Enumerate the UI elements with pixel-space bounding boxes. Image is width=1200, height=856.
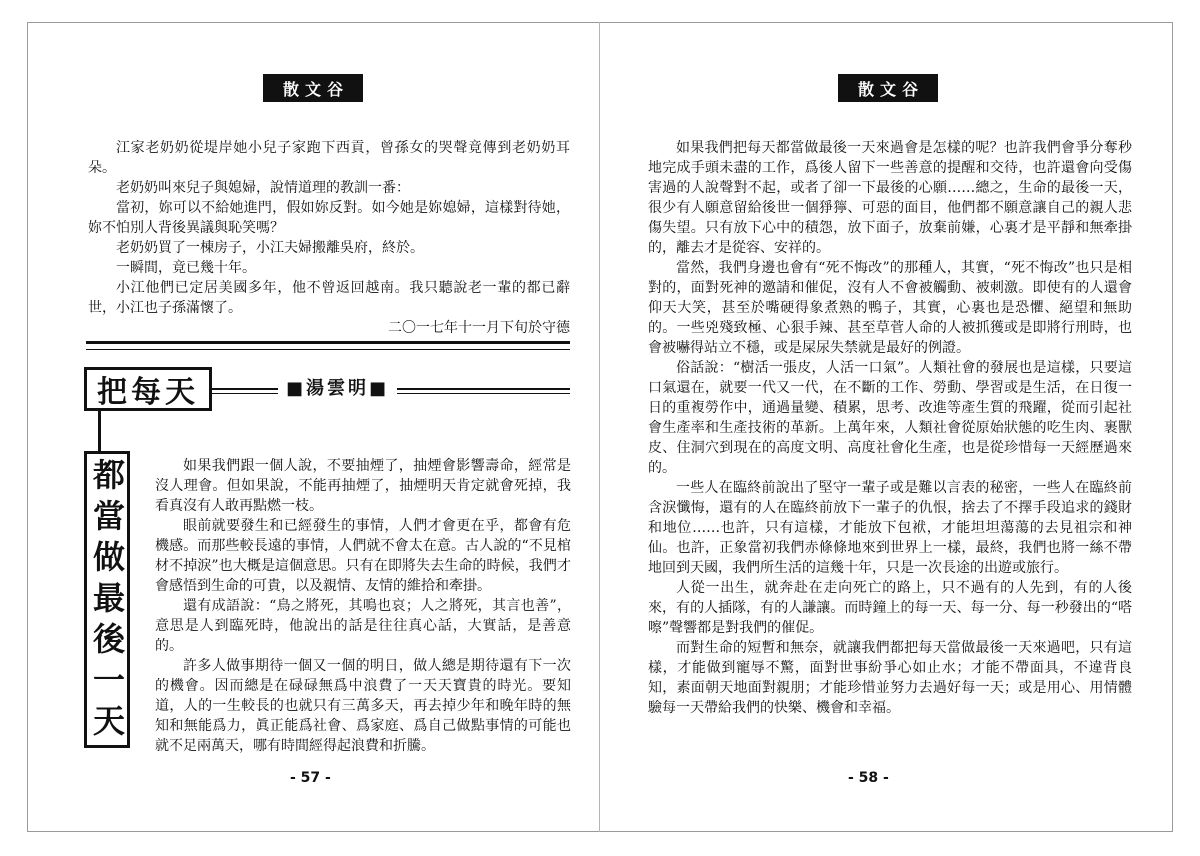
left-page <box>28 22 599 832</box>
signature-date: 二〇一七年十一月下旬於守德 <box>388 320 570 336</box>
essay-paragraph: 當然，我們身邊也會有“死不悔改”的那種人，其實，“死不悔改”也只是相對的，面對死神的邀請和催促，沒有人不會被觸動、被刺激。即使有的人還會仰天大笑，甚至於嘴硬得象煮熟的鴨子，其實，心裏也是恐懼、絕望和無助的。一些兇殘致極、心狠手辣、甚至草菅人命的人被抓獲或是即將行刑時，也會被嚇得站立不穩，或是屎尿失禁就是最好的例證。 <box>648 260 1132 356</box>
essay-paragraph: 而對生命的短暫和無奈，就讓我們都把每天當做最後一天來過吧，只有這樣，才能做到寵辱不驚，面對世事紛爭心如止水；才能不帶面具，不違背良知，素面朝天地面對親朋；才能珍惜並努力去過好每一天；或是用心、用情體驗每一天帶給我們的快樂、機會和幸福。 <box>648 640 1132 716</box>
story-paragraph: 老奶奶買了一棟房子，小江夫婦搬離吳府，終於。 <box>116 240 424 256</box>
essay-paragraph: 還有成語說：“鳥之將死，其鳴也哀；人之將死，其言也善”，意思是人到臨死時，他說出的話是往往真心話，大實話，是善意的。 <box>155 598 571 654</box>
essay-body-continued <box>648 138 1132 718</box>
essay-title-horizontal: 把每天 <box>84 367 212 411</box>
essay-paragraph: 眼前就要發生和已經發生的事情，人們才會更在乎，都會有危機感。而那些較長遠的事情，人們就不會太在意。古人說的“不見棺材不掉淚”也大概是這個意思。只有在即將失去生命的時候，我們才會感悟到生命的可貴，以及親情、友情的維拾和牽掛。 <box>155 518 571 594</box>
essay-paragraph: 俗話說：“樹活一張皮，人活一口氣”。人類社會的發展也是這樣，只要這口氣還在，就要一代又一代，在不斷的工作、勞動、學習或是生活，在日復一日的重複勞作中，通過量變、積累，思考、改進等產生質的飛躍，從而引起社會生產率和生產技術的革新。上萬年來，人類社會從原始狀態的吃生肉、裹獸皮、住洞穴到現在的高度文明、高度社會化生產，也是從珍惜每一天經歷過來的。 <box>648 360 1132 476</box>
page-number: - 57 - <box>290 770 331 786</box>
divider-thin <box>86 349 570 350</box>
essay-paragraph: 如果我們把每天都當做最後一天來過會是怎樣的呢？也許我們會爭分奪秒地完成手頭未盡的工作，爲後人留下一些善意的提醒和交待，也許還會向受傷害過的人說聲對不起，或者了卻一下最後的心願……總之，生命的最後一天，很少有人願意留給後世一個猙獰、可惡的面目，他們都不願意讓自己的親人悲傷失望。只有放下心中的積怨，放下面子，放棄前嫌，心裏才是平靜和無牽掛的，離去才是從容、安祥的。 <box>648 140 1132 256</box>
essay-paragraph: 許多人做事期待一個又一個的明日，做人總是期待還有下一次的機會。因而總是在碌碌無爲中浪費了一天天寶貴的時光。要知道，人的一生較長的也就只有三萬多天，再去掉少年和晚年時的無知和無能爲力，眞正能爲社會、爲家庭、爲自己做點事情的可能也就不足兩萬天，哪有時間經得起浪費和折騰。 <box>155 658 571 754</box>
essay-paragraph: 一些人在臨終前說出了堅守一輩子或是難以言表的秘密，一些人在臨終前含淚懺悔，還有的人在臨終前放下一輩子的仇恨，捨去了不擇手段追求的錢財和地位……也許，只有這樣，才能放下包袱，才能坦坦蕩蕩的去見祖宗和神仙。也許，正象當初我們赤條條地來到世界上一樣，最終，我們也將一絲不帶地回到天國，我們所生活的這幾十年，只是一次長途的出遊或旅行。 <box>648 480 1132 576</box>
essay-paragraph: 如果我們跟一個人說，不要抽煙了，抽煙會影響壽命，經常是沒人理會。但如果說，不能再抽煙了，抽煙明天肯定就會死掉，我看真沒有人敢再點燃一枝。 <box>155 458 571 514</box>
story-paragraph: 小江他們已定居美國多年，他不曾返回越南。我只聽說老一輩的都已辭世，小江也子孫滿懷了。 <box>88 280 570 316</box>
divider-thick <box>86 341 570 344</box>
right-page <box>600 22 1172 832</box>
story-paragraph: 當初，妳可以不給她進門，假如妳反對。如今她是妳媳婦，這樣對待她，妳不怕別人背後異議與恥笑嗎？ <box>88 200 570 236</box>
essay-paragraph: 人從一出生，就奔赴在走向死亡的路上，只不過有的人先到，有的人後來，有的人插隊，有的人謙讓。而時鐘上的每一天、每一分、每一秒發出的“嗒嚓”聲響都是對我們的催促。 <box>648 580 1132 636</box>
author-name: ■湯雲明■ <box>278 374 397 400</box>
previous-story-ending <box>88 138 570 338</box>
story-paragraph: 一瞬間，竟已幾十年。 <box>116 260 256 276</box>
section-header-badge: 散文谷 <box>838 74 938 102</box>
title-connector <box>98 411 101 451</box>
essay-title-vertical: 都當做最後一天 <box>88 458 126 745</box>
story-paragraph: 老奶奶叫來兒子與媳婦，說情道理的教訓一番： <box>116 180 410 196</box>
section-header-badge: 散文谷 <box>263 74 363 102</box>
story-paragraph: 江家老奶奶從堤岸她小兒子家跑下西貢，曾孫女的哭聲竟傳到老奶奶耳朵。 <box>88 140 570 176</box>
essay-body <box>155 456 571 756</box>
page-number: - 58 - <box>848 770 889 786</box>
